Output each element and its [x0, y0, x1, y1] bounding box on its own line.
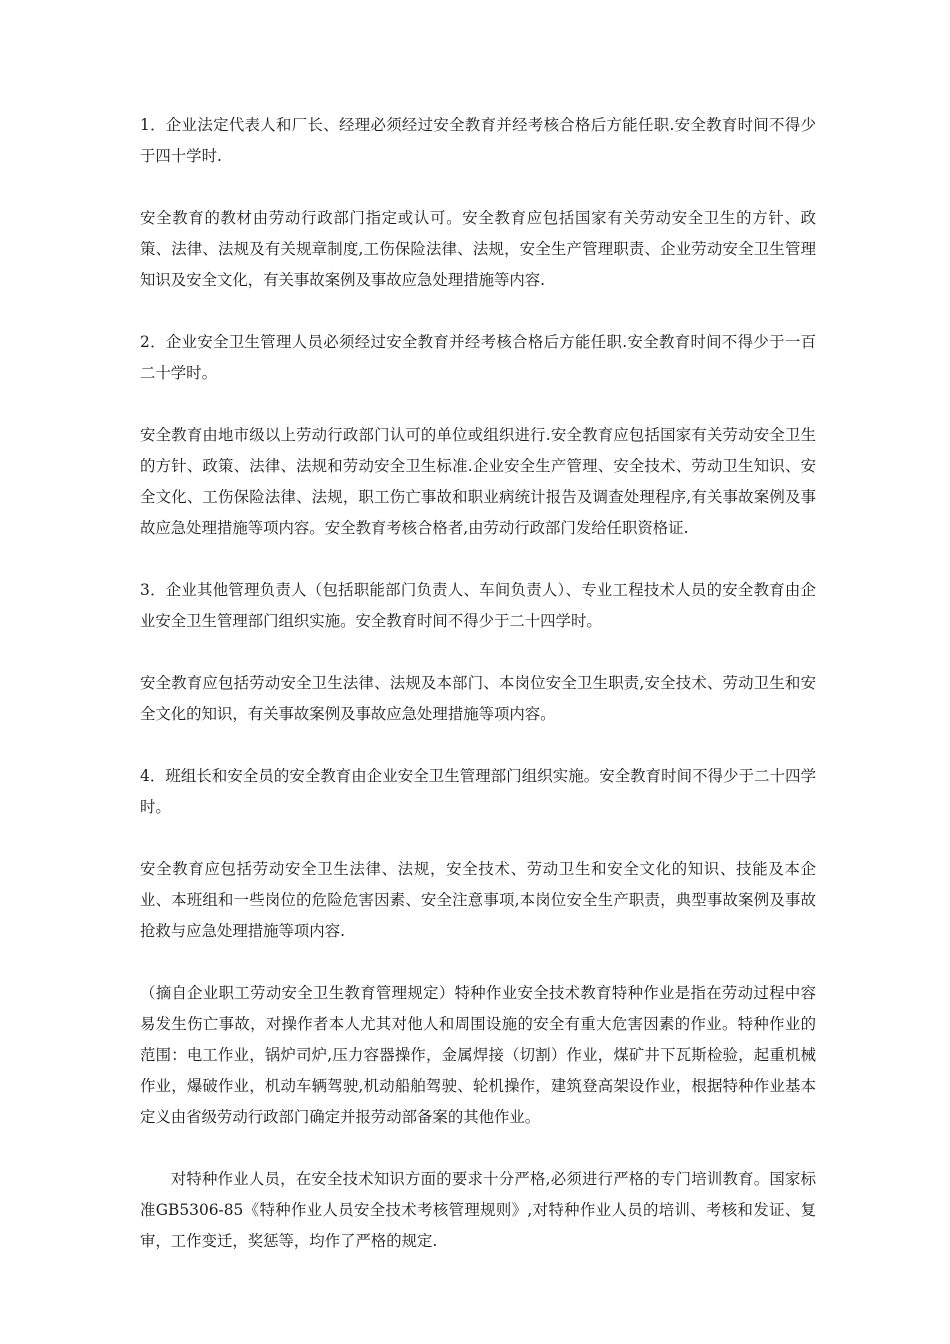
paragraph-3: 2．企业安全卫生管理人员必须经过安全教育并经考核合格后方能任职.安全教育时间不得少于一百二十学时。	[140, 333, 816, 382]
paragraph-1: 1．企业法定代表人和厂长、经理必须经过安全教育并经考核合格后方能任职.安全教育时间不得少于四十学时.	[140, 116, 816, 165]
paragraph-10: 对特种作业人员，在安全技术知识方面的要求十分严格,必须进行严格的专门培训教育。国家标准GB5306-85《特种作业人员安全技术考核管理规则》,对特种作业人员的培训、考核和发证、复审，工作变迁，奖惩等，均作了严格的规定.	[140, 1170, 816, 1250]
paragraph-8: 安全教育应包括劳动安全卫生法律、法规，安全技术、劳动卫生和安全文化的知识、技能及本企业、本班组和一些岗位的危险危害因素、安全注意事项,本岗位安全生产职责，典型事故案例及事故抢救与应急处理措施等项内容.	[140, 860, 816, 940]
paragraph-5: 3．企业其他管理负责人（包括职能部门负责人、车间负责人）、专业工程技术人员的安全教育由企业安全卫生管理部门组织实施。安全教育时间不得少于二十四学时。	[140, 581, 816, 630]
document-page	[140, 110, 816, 1288]
paragraph-4: 安全教育由地市级以上劳动行政部门认可的单位或组织进行.安全教育应包括国家有关劳动安全卫生的方针、政策、法律、法规和劳动安全卫生标准.企业安全生产管理、安全技术、劳动卫生知识、安全文化、工伤保险法律、法规，职工伤亡事故和职业病统计报告及调查处理程序,有关事故案例及事故应急处理措施等项内容。安全教育考核合格者,由劳动行政部门发给任职资格证.	[140, 426, 816, 537]
paragraph-7: 4．班组长和安全员的安全教育由企业安全卫生管理部门组织实施。安全教育时间不得少于二十四学时。	[140, 767, 816, 816]
paragraph-2: 安全教育的教材由劳动行政部门指定或认可。安全教育应包括国家有关劳动安全卫生的方针、政策、法律、法规及有关规章制度,工伤保险法律、法规，安全生产管理职责、企业劳动安全卫生管理知识及安全文化，有关事故案例及事故应急处理措施等内容.	[140, 209, 816, 289]
paragraph-6: 安全教育应包括劳动安全卫生法律、法规及本部门、本岗位安全卫生职责,安全技术、劳动卫生和安全文化的知识，有关事故案例及事故应急处理措施等项内容。	[140, 674, 816, 723]
paragraph-9: （摘自企业职工劳动安全卫生教育管理规定）特种作业安全技术教育特种作业是指在劳动过程中容易发生伤亡事故，对操作者本人尤其对他人和周围设施的安全有重大危害因素的作业。特种作业的范围：电工作业，锅炉司炉,压力容器操作，金属焊接（切割）作业，煤矿井下瓦斯检验，起重机械作业，爆破作业，机动车辆驾驶,机动船舶驾驶、轮机操作，建筑登高架设作业，根据特种作业基本定义由省级劳动行政部门确定并报劳动部备案的其他作业。	[140, 984, 816, 1126]
